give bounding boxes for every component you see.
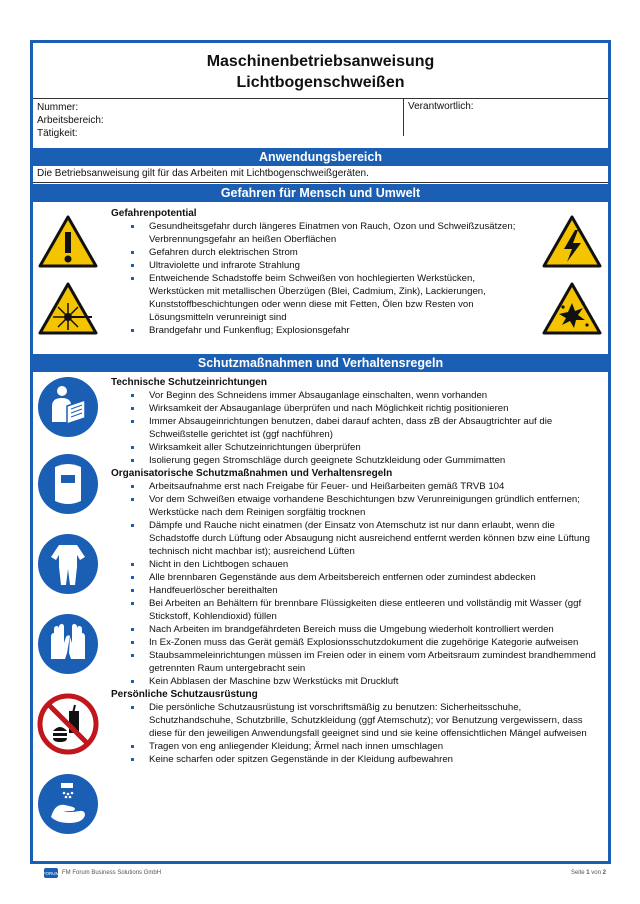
list-item: Arbeitsaufnahme erst nach Freigabe für Feuer- und Heißarbeiten gemäß TRVB 104 (149, 480, 601, 493)
gefahren-list (111, 220, 531, 337)
read-manual-icon (37, 376, 99, 438)
list-item: In Ex-Zonen muss das Gerät gemäß Explosionsschutzdokument die zugehörige Kategorie aufweisen (149, 636, 601, 649)
list-item: Staubsammeleinrichtungen müssen im Freien oder in einem vom Arbeitsraum zumindest brandhemmend getrennten Raum untergebracht sein (149, 649, 601, 675)
technisch-subheading: Technische Schutzeinrichtungen (111, 377, 267, 388)
company-name: FM Forum Business Solutions GmbH (62, 870, 162, 876)
list-item: Nicht in den Lichtbogen schauen (149, 558, 601, 571)
explosive-icon (541, 281, 603, 336)
list-item: Bei Arbeiten an Behältern für brennbare Flüssigkeiten diese entleeren und vollständig mit Wasser (ggf Stickstoff, Kohlendioxid) füllen (149, 597, 601, 623)
persoenlich-list (111, 701, 601, 766)
electric-voltage-icon (541, 214, 603, 269)
list-item: Gefahren durch elektrischen Strom (149, 246, 531, 259)
anwendung-text: Die Betriebsanweisung gilt für das Arbeiten mit Lichtbogenschweißgeräten. (37, 168, 369, 179)
list-item: Wirksamkeit aller Schutzeinrichtungen überprüfen (149, 441, 601, 454)
list-item: Vor Beginn des Schneidens immer Absauganlage einschalten, wenn vorhanden (149, 389, 601, 402)
field-nummer: Nummer: (37, 102, 79, 113)
gefahren-block (111, 207, 531, 337)
list-item: Keine scharfen oder spitzen Gegenstände in der Kleidung aufbewahren (149, 753, 601, 766)
meta-fields (37, 101, 104, 140)
forum-logo-icon (44, 868, 58, 878)
field-taetigkeit: Tätigkeit: (37, 128, 78, 139)
schutz-block (111, 376, 601, 766)
page-number: Seite 1 von 2 (570, 870, 606, 876)
list-item: Ultraviolette und infrarote Strahlung (149, 259, 531, 272)
title-line-1: Maschinenbetriebsanweisung (206, 53, 435, 70)
warning-general-icon (37, 214, 99, 269)
footer-company (44, 868, 161, 878)
divider (33, 182, 608, 183)
title-line-2: Lichtbogenschweißen (236, 74, 405, 91)
list-item: Die persönliche Schutzausrüstung ist vorschriftsmäßig zu benutzen: Sicherheitsschuhe, Schutzhandschuhe, Schutzbrille, Schutzkleidung (ggf Atemschutz); vor Benutzung vergewissern, dass diese für den jeweiligen Anwendungsfall geeignet sind und sie keine offensichtlichen Mängel aufweisen (149, 701, 601, 740)
persoenlich-subheading: Persönliche Schutzausrüstung (111, 689, 258, 700)
list-item: Wirksamkeit der Absauganlage überprüfen und nach Möglichkeit richtig positionieren (149, 402, 601, 415)
svg-text:FORUM: FORUM (42, 871, 60, 876)
list-item: Handfeuerlöscher bereithalten (149, 584, 601, 597)
list-item: Alle brennbaren Gegenstände aus dem Arbeitsbereich entfernen oder zumindest abdecken (149, 571, 601, 584)
section-schutzmassnahmen: Schutzmaßnahmen und Verhaltensregeln (33, 354, 608, 372)
organisatorisch-subheading: Organisatorische Schutzmaßnahmen und Verhaltensregeln (111, 468, 393, 479)
meta-divider (403, 99, 404, 136)
list-item: Isolierung gegen Stromschläge durch geeignete Schutzkleidung oder Gummimatten (149, 454, 601, 467)
document-frame (30, 40, 611, 864)
wash-hands-icon (37, 773, 99, 835)
gloves-icon (37, 613, 99, 675)
no-eating-drinking-icon (37, 693, 99, 755)
list-item: Tragen von eng anliegender Kleidung; Ärmel nach innen umschlagen (149, 740, 601, 753)
face-shield-icon (37, 453, 99, 515)
field-verantwortlich: Verantwortlich: (408, 101, 474, 112)
list-item: Kein Abblasen der Maschine bzw Werkstücks mit Druckluft (149, 675, 601, 688)
protective-clothing-icon (37, 533, 99, 595)
list-item: Gesundheitsgefahr durch längeres Einatmen von Rauch, Ozon und Schweißzusätzen; Verbrennungsgefahr an heißen Oberflächen (149, 220, 531, 246)
list-item: Dämpfe und Rauche nicht einatmen (der Einsatz von Atemschutz ist nur dann erlaubt, wenn die Schadstoffe durch Lüftung oder Absaugung nicht ausreichend entfernt werden können bzw eine Lüftung technisch nicht machbar ist); ausreichend Lüften (149, 519, 601, 558)
gefahren-subheading: Gefahrenpotential (111, 208, 197, 219)
document-title (33, 51, 608, 93)
list-item: Brandgefahr und Funkenflug; Explosionsgefahr (149, 324, 531, 337)
list-item: Nach Arbeiten im brandgefährdeten Bereich muss die Umgebung wiederholt kontrolliert werden (149, 623, 601, 636)
laser-radiation-icon (37, 281, 99, 336)
field-arbeitsbereich: Arbeitsbereich: (37, 115, 104, 126)
list-item: Entweichende Schadstoffe beim Schweißen von hochlegierten Werkstücken, Werkstücken mit metallischen Überzügen (Blei, Cadmium, Zink), Lackierungen, Kunststoffbeschichtungen oder wenn diese mit Fetten, Ölen bzw Resten von Lösungsmitteln verunreinigt sind (149, 272, 531, 324)
technisch-list (111, 389, 601, 467)
section-anwendungsbereich: Anwendungsbereich (33, 148, 608, 166)
section-gefahren: Gefahren für Mensch und Umwelt (33, 184, 608, 202)
organisatorisch-list (111, 480, 601, 688)
list-item: Immer Absaugeinrichtungen benutzen, dabei darauf achten, dass zB der Absaugtrichter auf die Schweißstelle gerichtet ist (ggf nachführen) (149, 415, 601, 441)
list-item: Vor dem Schweißen etwaige vorhandene Beschichtungen bzw Verunreinigungen gründlich entfernen; Werkstücke nach dem Reinigen sorgfältig trocknen (149, 493, 601, 519)
